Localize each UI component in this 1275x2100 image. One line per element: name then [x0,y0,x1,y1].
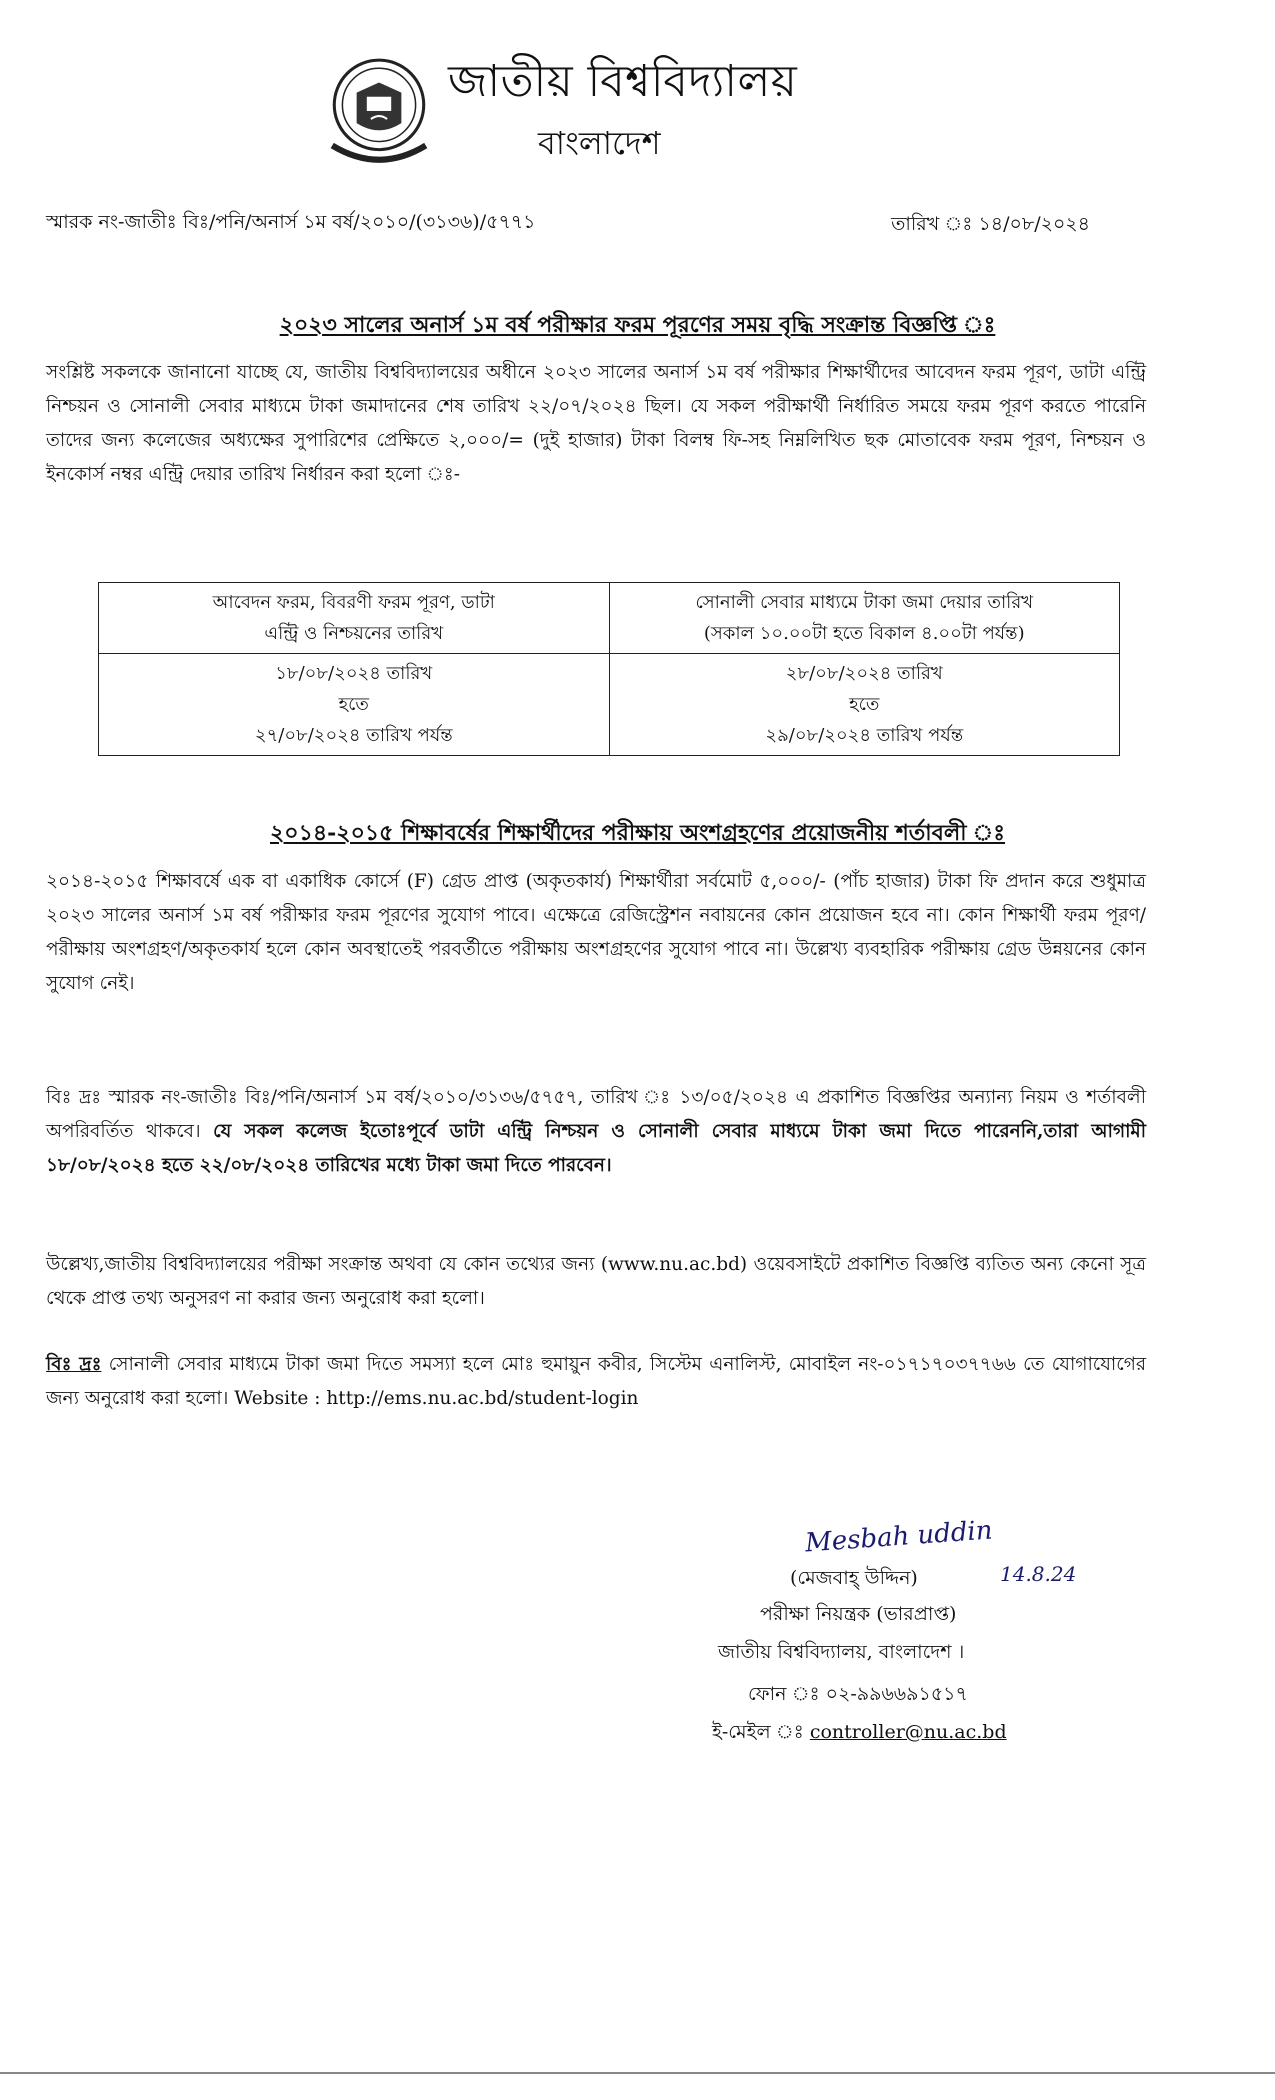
note2-text-after: ) ওয়েবসাইটে প্রকাশিত বিজ্ঞপ্তি ব্যতিত অন্য কেনো সূত্র থেকে প্রাপ্ত তথ্য অনুসরণ না করার জন্য অনুরোধ করা হলো। [46,1254,1146,1309]
website-link[interactable]: www.nu.ac.bd [608,1254,740,1275]
email-label: ই-মেইল ঃ [712,1721,810,1743]
memo-date: তারিখ ঃ ১৪/০৮/২০২৪ [891,213,1090,235]
payment-date-range [609,654,1120,756]
entry-until-date: ২৭/০৮/২০২৪ তারিখ পর্যন্ত [254,725,453,746]
note-official-website [46,1248,1146,1316]
payment-from-date: ২৮/০৮/২০২৪ তারিখ [785,663,943,684]
email-link[interactable]: controller@nu.ac.bd [809,1721,1007,1743]
schedule-date-row [99,654,1120,756]
signer-email-line [712,1718,1007,1750]
schedule-table [98,582,1120,756]
entry-from-date: ১৮/০৮/২০২৪ তারিখ [275,663,433,684]
note3-label: বিঃ দ্রঃ [46,1354,102,1375]
note1-bold-text: যে সকল কলেজ ইতোঃপূর্বে ডাটা এন্ট্রি নিশ্চয়ন ও সোনালী সেবার মাধ্যমে টাকা জমা দিতে পারেননি,তারা আগামী ১৮/০৮/২০২৪ হতে ২২/০৮/২০২৪ তারিখের মধ্যে টাকা জমা দিতে পারবেন। [46,1121,1146,1176]
header-right-line1: সোনালী সেবার মাধ্যমে টাকা জমা দেয়ার তারিখ [695,592,1034,613]
signer-designation: পরীক্ষা নিয়ন্ত্রক (ভারপ্রাপ্ত) [760,1603,957,1625]
note-unchanged-rules [46,1081,1146,1183]
entry-date-range [99,654,610,756]
signer-name: (মেজবাহ্ উদ্দিন) [790,1567,918,1589]
memo-reference: স্মারক নং-জাতীঃ বিঃ/পনি/অনার্স ১ম বর্ষ/২০১০/(৩১৩৬)/৫৭৭১ [46,211,536,233]
university-name: জাতীয় বিশ্ববিদ্যালয় [448,56,798,107]
header-left-line1: আবেদন ফরম, বিবরণী ফরম পূরণ, ডাটা [212,592,495,613]
handwritten-signature: Mesbah uddin [804,1515,994,1559]
note3-text: সোনালী সেবার মাধ্যমে টাকা জমা দিতে সমস্যা হলে মোঃ হুমায়ুন কবীর, সিস্টেম এনালিস্ট, মোবাইল নং-০১৭১৭০৩৭৭৬৬ তে যোগাযোগের জন্য অনুরোধ করা হলো। Website : http://ems.nu.ac.bd/student-login [46,1354,1147,1409]
signature-date: 14.8.24 [1000,1562,1077,1586]
note2-text-before: উল্লেখ্য,জাতীয় বিশ্ববিদ্যালয়ের পরীক্ষা সংক্রান্ত অথবা যে কোন তথ্যের জন্য ( [46,1254,609,1275]
notice-paragraph: সংশ্লিষ্ট সকলকে জানানো যাচ্ছে যে, জাতীয় বিশ্ববিদ্যালয়ের অধীনে ২০২৩ সালের অনার্স ১ম বর্ষ পরীক্ষার শিক্ষার্থীদের আবেদন ফরম পূরণ, ডাটা এন্ট্রি নিশ্চয়ন ও সোনালী সেবার মাধ্যমে টাকা জমাদানের শেষ তারিখ ২২/০৭/২০২৪ ছিল। যে সকল পরীক্ষার্থী নির্ধারিত সময়ে ফরম পূরণ করতে পারেনি তাদের জন্য কলেজের অধ্যক্ষের সুপারিশের প্রেক্ষিতে ২,০০০/= (দুই হাজার) টাকা বিলম্ব ফি-সহ নিম্নলিখিত ছক মোতাবেক ফরম পূরণ, নিশ্চয়ন ও ইনকোর্স নম্বর এন্ট্রি দেয়ার তারিখ নির্ধারন করা হলো ঃ- [46,362,1146,485]
signer-institution: জাতীয় বিশ্ববিদ্যালয়, বাংলাদেশ । [718,1641,965,1663]
payment-to-word: হতে [849,694,880,715]
note-payment-help [46,1348,1146,1416]
scan-edge-line [0,2072,1275,2074]
signer-phone: ফোন ঃ ০২-৯৯৬৬৯১৫১৭ [748,1683,968,1705]
notice-title: ২০২৩ সালের অনার্স ১ম বর্ষ পরীক্ষার ফরম পূরণের সময় বৃদ্ধি সংক্রান্ত বিজ্ঞপ্তি ঃ [279,312,996,338]
header-right-line2: (সকাল ১০.০০টা হতে বিকাল ৪.০০টা পর্যন্ত) [703,623,1025,644]
conditions-title: ২০১৪-২০১৫ শিক্ষাবর্ষের শিক্ষার্থীদের পরীক্ষায় অংশগ্রহণের প্রয়োজনীয় শর্তাবলী ঃ [269,820,1006,846]
conditions-paragraph: ২০১৪-২০১৫ শিক্ষাবর্ষে এক বা একাধিক কোর্সে (F) গ্রেড প্রাপ্ত (অকৃতকার্য) শিক্ষার্থীরা সর্বমোট ৫,০০০/- (পাঁচ হাজার) টাকা ফি প্রদান করে শুধুমাত্র ২০২৩ সালের অনার্স ১ম বর্ষ পরীক্ষার ফরম পূরণের সুযোগ পাবে। এক্ষেত্রে রেজিস্ট্রেশন নবায়নের কোন প্রয়োজন হবে না। কোন শিক্ষার্থী ফরম পূরণ/পরীক্ষায় অংশগ্রহণ/অকৃতকার্য হলে কোন অবস্থাতেই পরবর্তীতে পরীক্ষায় অংশগ্রহণের সুযোগ পাবে না। উল্লেখ্য ব্যবহারিক পরীক্ষায় গ্রেড উন্নয়নের কোন সুযোগ নেই। [46,871,1146,994]
schedule-header-right [609,583,1120,654]
note1-plain-text: বিঃ দ্রঃ স্মারক নং-জাতীঃ বিঃ/পনি/অনার্স ১ম বর্ষ/২০১০/৩১৩৬/৫৭৫৭, তারিখ ঃ ১৩/০৫/২০২৪ এ প্রকাশিত বিজ্ঞপ্তির অন্যান্য নিয়ম ও শর্তাবলী অপরিবর্তিত থাকবে। [46,1087,1146,1142]
header-left-line2: এন্ট্রি ও নিশ্চয়নের তারিখ [264,623,444,644]
schedule-header-row [99,583,1120,654]
payment-until-date: ২৯/০৮/২০২৪ তারিখ পর্যন্ত [765,725,964,746]
country-name: বাংলাদেশ [538,124,661,162]
schedule-header-left [99,583,610,654]
university-seal-logo [318,52,440,174]
entry-to-word: হতে [338,694,369,715]
